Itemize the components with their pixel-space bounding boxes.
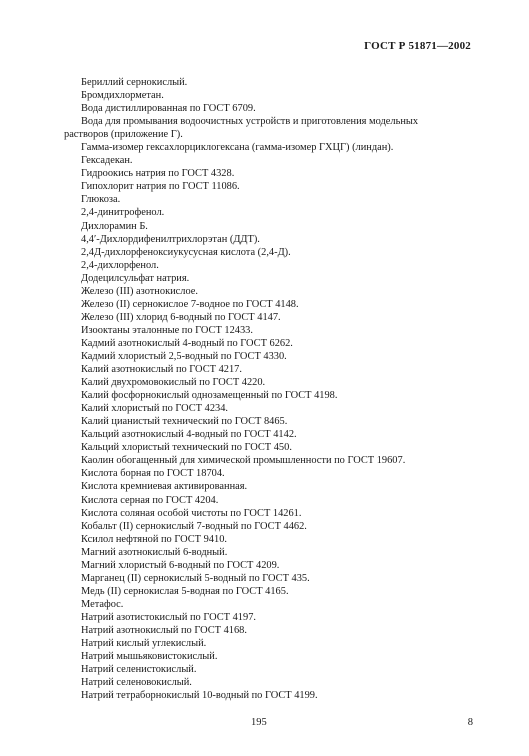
list-item: Ксилол нефтяной по ГОСТ 9410. <box>81 533 227 545</box>
list-item: Метафос. <box>81 598 124 610</box>
list-item: Гипохлорит натрия по ГОСТ 11086. <box>81 181 240 193</box>
list-item: Натрий азотистокислый по ГОСТ 4197. <box>81 611 256 623</box>
list-item: Натрий селеновокислый. <box>81 677 192 689</box>
list-item: Кислота кремниевая активированная. <box>81 481 248 493</box>
list-item: Калий азотнокислый по ГОСТ 4217. <box>81 364 242 376</box>
list-item: Натрий тетраборнокислый 10-водный по ГОСТ 4199. <box>81 690 318 702</box>
list-item: 2,4-дихлорфенол. <box>81 259 159 271</box>
list-item: Бериллий сернокислый. <box>81 77 188 88</box>
list-item: Кальций хлористый технический по ГОСТ 450. <box>81 442 292 454</box>
list-item: Натрий кислый углекислый. <box>81 638 207 650</box>
list-item: Железо (II) сернокислое 7-водное по ГОСТ 4148. <box>81 298 299 310</box>
list-item: Бромдихлорметан. <box>81 90 164 102</box>
list-item: Вода для промывания водоочистных устройств и приготовления модельных <box>81 116 419 128</box>
list-item: Кислота борная по ГОСТ 18704. <box>81 468 225 480</box>
list-item: Гидроокись натрия по ГОСТ 4328. <box>81 168 235 180</box>
list-item: Дихлорамин Б. <box>81 220 148 232</box>
list-item: Калий двухромовокислый по ГОСТ 4220. <box>81 377 266 389</box>
list-item: Кадмий хлористый 2,5-водный по ГОСТ 4330. <box>81 350 287 362</box>
page-number: 195 <box>251 717 267 728</box>
list-item: Натрий мышьяковистокислый. <box>81 651 218 663</box>
list-item: Додецилсульфат натрия. <box>81 272 190 284</box>
list-item: Марганец (II) сернокислый 5-водный по ГОСТ 435. <box>81 572 310 584</box>
list-item: Каолин обогащенный для химической промышленности по ГОСТ 19607. <box>81 455 406 467</box>
list-item: 4,4′-Дихлордифенилтрихлорэтан (ДДТ). <box>81 233 260 245</box>
list-item: Калий фосфорнокислый однозамещенный по ГОСТ 4198. <box>81 390 338 402</box>
page-header-standard: ГОСТ Р 51871—2002 <box>364 40 471 52</box>
list-item: Кобальт (II) сернокислый 7-водный по ГОСТ 4462. <box>81 520 307 532</box>
list-item: Изооктаны эталонные по ГОСТ 12433. <box>81 324 253 336</box>
list-item: Кадмий азотнокислый 4-водный по ГОСТ 6262. <box>81 337 293 349</box>
list-item: Железо (III) хлорид 6-водный по ГОСТ 4147. <box>81 311 281 323</box>
list-item: Калий хлористый по ГОСТ 4234. <box>81 403 229 415</box>
list-item: Магний азотнокислый 6-водный. <box>81 546 228 558</box>
list-item: Железо (III) азотнокислое. <box>81 285 199 297</box>
list-item: Кислота серная по ГОСТ 4204. <box>81 494 219 506</box>
list-item: Калий цианистый технический по ГОСТ 8465. <box>81 416 288 428</box>
list-item: Натрий азотнокислый по ГОСТ 4168. <box>81 624 247 636</box>
list-item: Медь (II) сернокислая 5-водная по ГОСТ 4165. <box>81 585 289 597</box>
list-item: Кислота соляная особой чистоты по ГОСТ 14261. <box>81 507 302 519</box>
list-item: Натрий селенистокислый. <box>81 664 197 676</box>
sheet-number: 8 <box>467 717 473 728</box>
list-item: Гамма-изомер гексахлорциклогексана (гамма-изомер ГХЦГ) (линдан). <box>81 142 394 154</box>
list-item: Глюкоза. <box>81 194 121 206</box>
list-item-continuation: растворов (приложение Г). <box>64 129 183 141</box>
list-item: Гексадекан. <box>81 155 133 167</box>
list-item: 2,4-динитрофенол. <box>81 207 165 219</box>
list-item: Вода дистиллированная по ГОСТ 6709. <box>81 103 256 115</box>
list-item: Магний хлористый 6-водный по ГОСТ 4209. <box>81 559 280 571</box>
list-item: 2,4Д-дихлорфеноксиукусусная кислота (2,4-Д). <box>81 246 291 258</box>
reagent-list <box>64 76 474 702</box>
list-item: Кальций азотнокислый 4-водный по ГОСТ 4142. <box>81 429 297 441</box>
